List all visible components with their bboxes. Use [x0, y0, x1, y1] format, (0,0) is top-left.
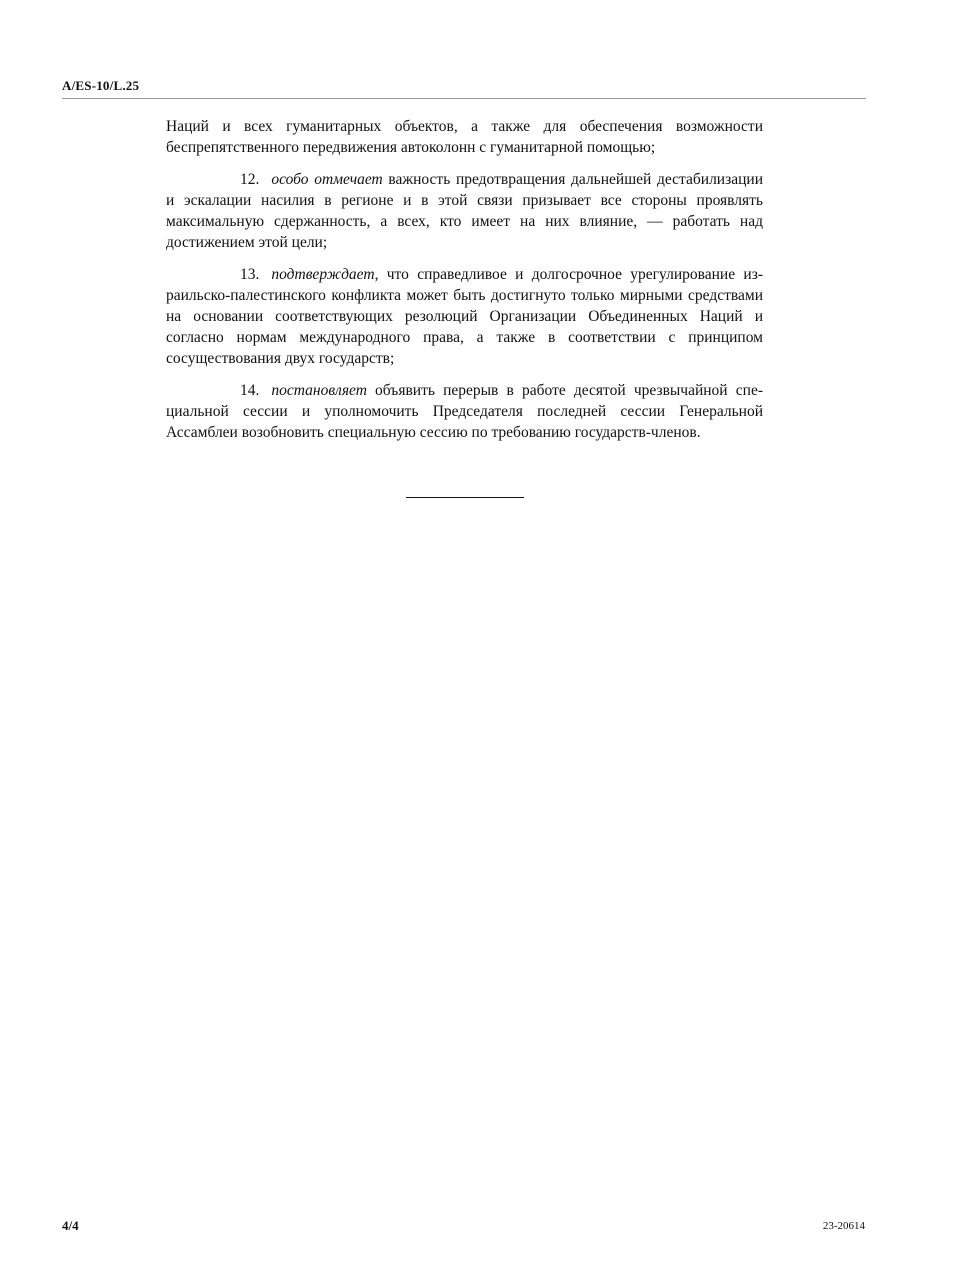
operative-verb: особо отмечает	[271, 171, 383, 188]
paragraph-number: 13.	[240, 266, 260, 283]
paragraph-text: , что справедливое и долгосрочное урегулирование израильско-палестинского конфликта может быть достигнуто только мирными средствами на основании соответствующих резолюций Организации Объединенных Наций и согласно нормам международного права, а также в соответствии с принципом сосуществования двух государств;	[166, 266, 763, 367]
header-divider	[62, 98, 866, 99]
paragraph-number: 14.	[240, 382, 260, 399]
paragraph-number: 12.	[240, 171, 260, 188]
paragraph-12	[166, 169, 763, 253]
paragraph-text: важность предотвращения дальнейшей дестабилизации и эскалации насилия в регионе и в этой связи призывает все стороны проявлять максимальную сдержанность, а всех, кто имеет на них влияние, — работать над достижением этой цели;	[166, 171, 763, 251]
operative-verb: постановляет	[271, 382, 367, 399]
operative-verb: подтверждает	[271, 266, 375, 283]
document-symbol: A/ES-10/L.25	[62, 78, 140, 93]
end-of-document-rule	[406, 497, 524, 498]
paragraph-text: объявить перерыв в работе десятой чрезвычайной специальной сессии и уполномочить Председателя последней сессии Генеральной Ассамблеи возобновить специальную сессию по требованию государств-членов.	[166, 382, 763, 441]
continuation-paragraph: Наций и всех гуманитарных объектов, а также для обеспечения возможности беспрепятственного передвижения автоколонн с гуманитарной помощью;	[166, 118, 763, 156]
paragraph-13	[166, 264, 763, 369]
document-code: 23-20614	[822, 1220, 865, 1232]
document-body	[166, 116, 763, 454]
page-number: 4/4	[62, 1218, 79, 1233]
paragraph-14	[166, 380, 763, 443]
